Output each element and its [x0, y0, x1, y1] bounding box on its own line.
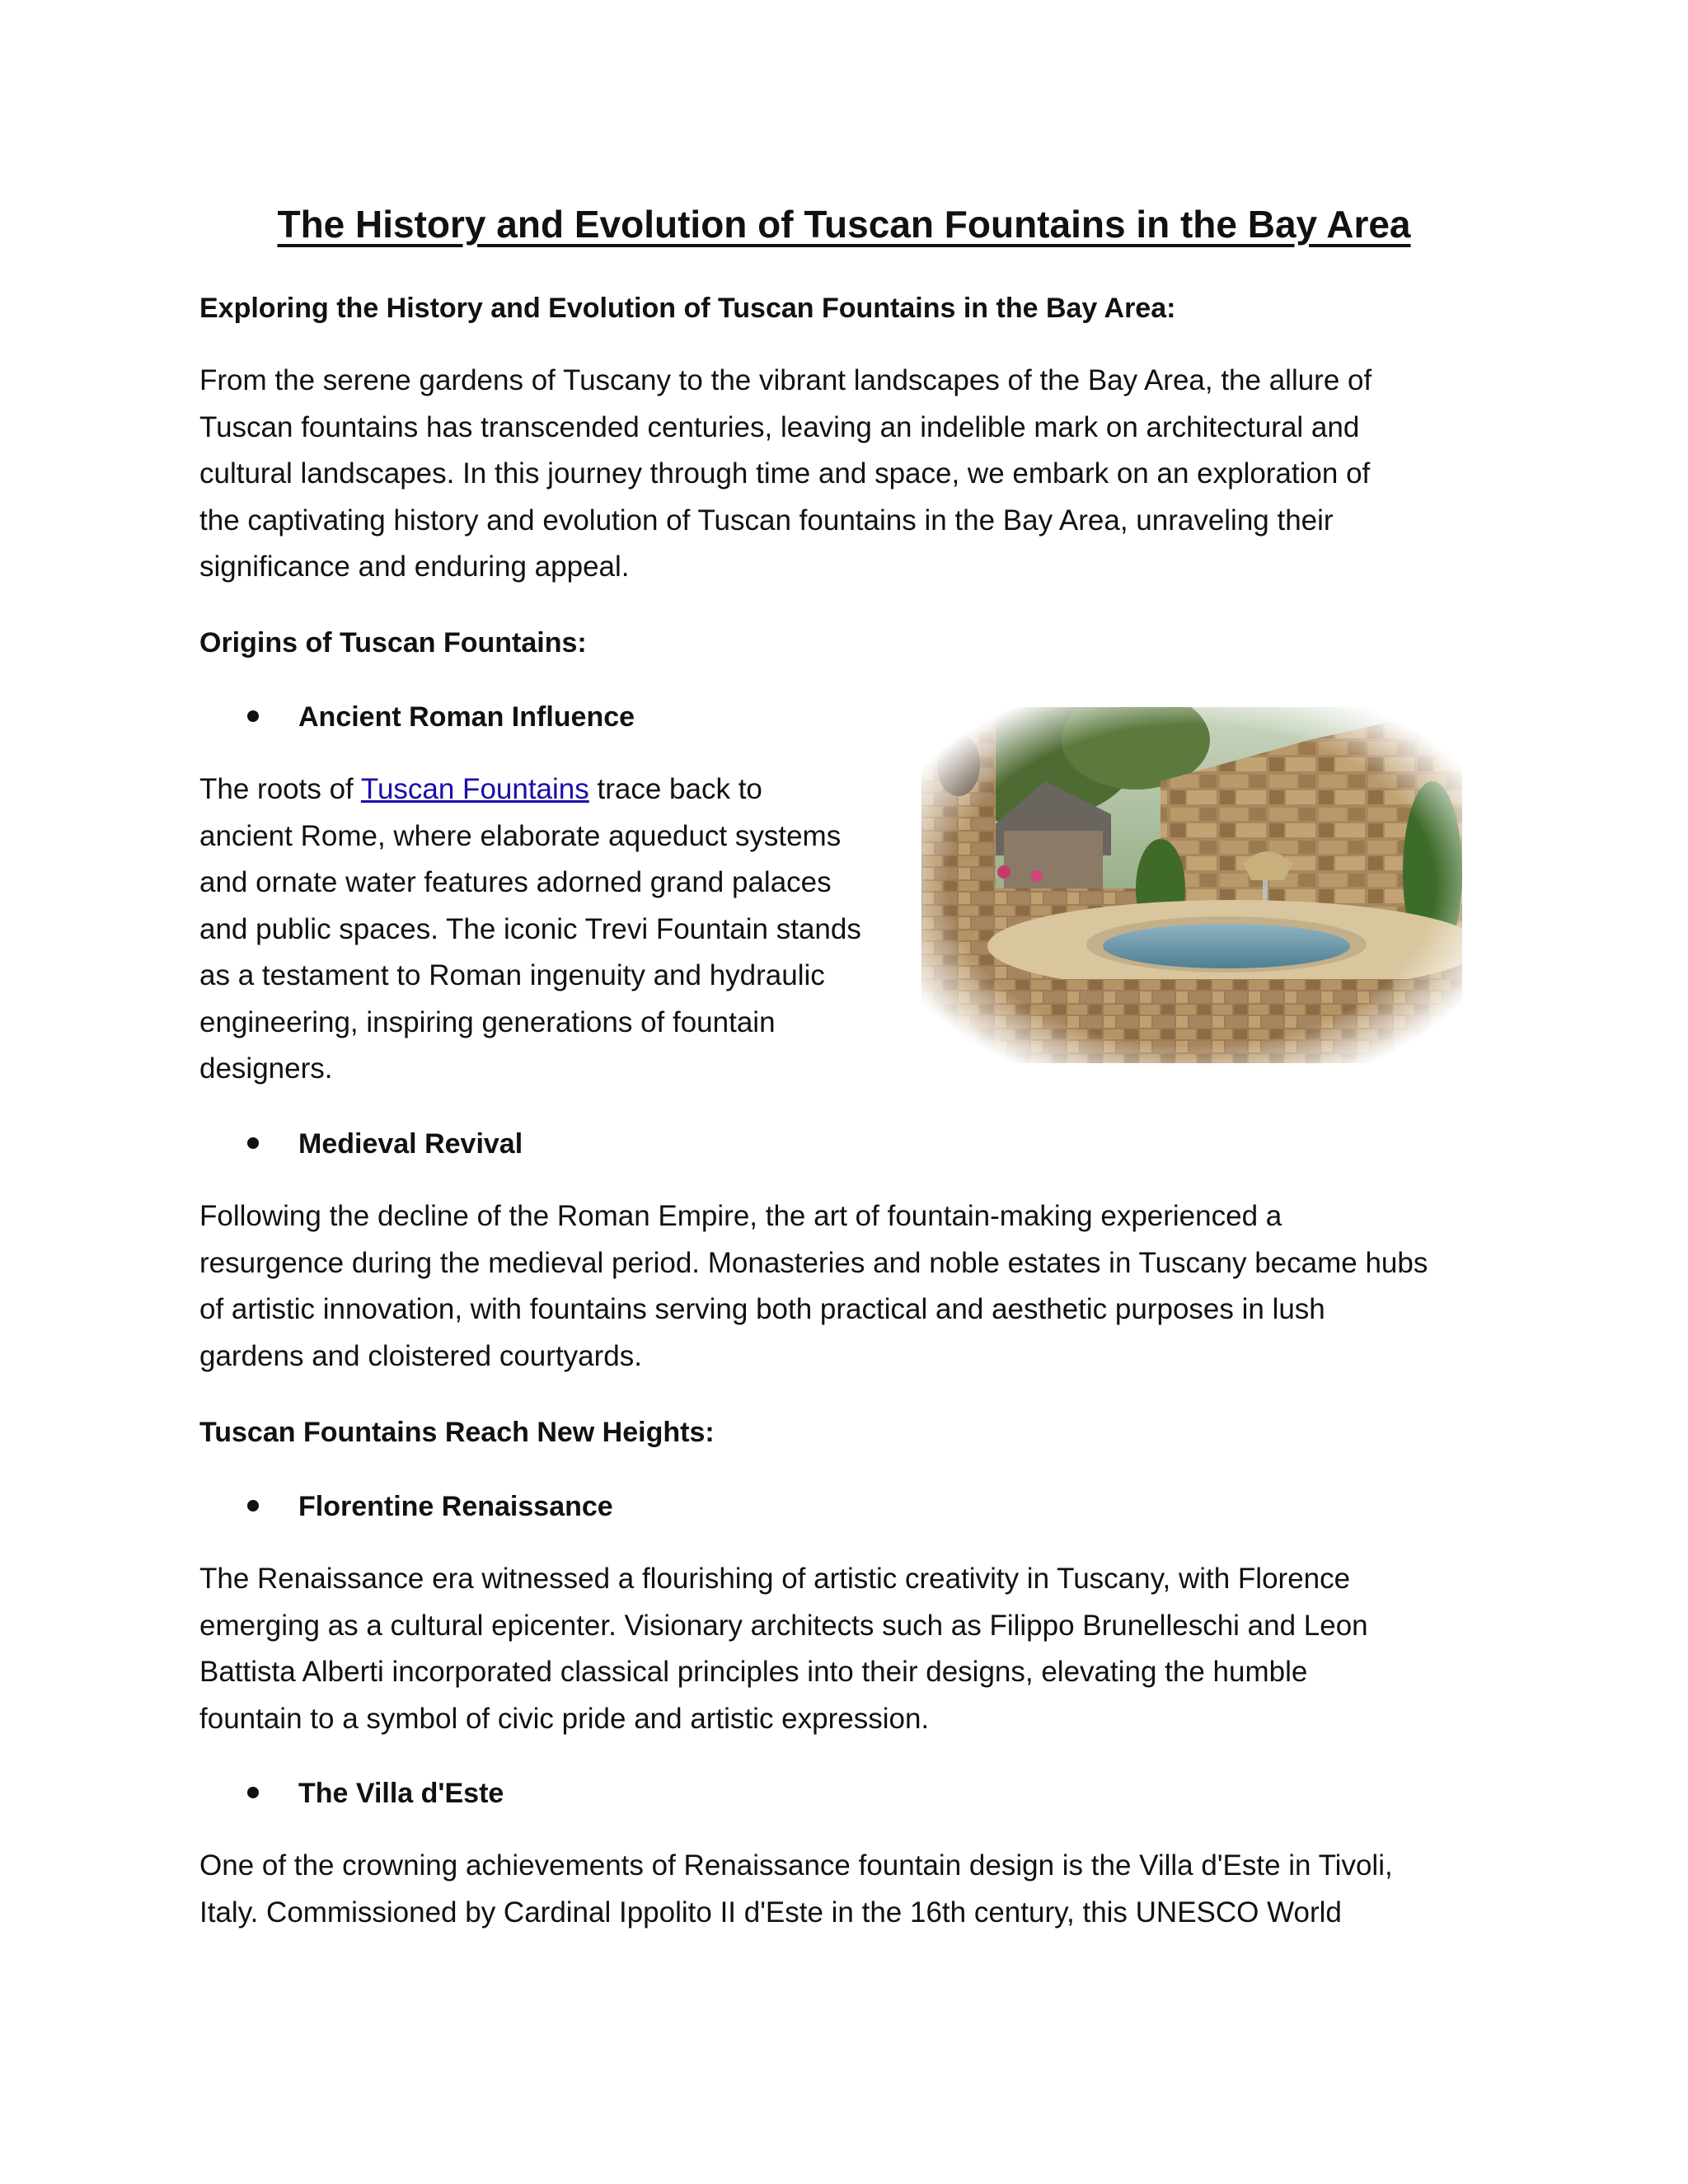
paragraph-line: as a testament to Roman ingenuity and hydraulic	[199, 959, 825, 991]
paragraph-line: Following the decline of the Roman Empire, the art of fountain-making experienced a	[199, 1200, 1282, 1232]
paragraph-line: resurgence during the medieval period. Monasteries and noble estates in Tuscany became hubs	[199, 1246, 1428, 1279]
paragraph-line: Italy. Commissioned by Cardinal Ippolito II d'Este in the 16th century, this UNESCO World	[199, 1896, 1342, 1929]
bullet-label: Florentine Renaissance	[298, 1491, 613, 1522]
paragraph-line: ancient Rome, where elaborate aqueduct systems	[199, 819, 842, 852]
paragraph-villa-deste	[199, 1843, 1518, 1936]
paragraph-line	[199, 766, 908, 813]
paragraph-line: Battista Alberti incorporated classical principles into their designs, elevating the humble	[199, 1656, 1308, 1688]
subtitle: Exploring the History and Evolution of Tuscan Fountains in the Bay Area:	[199, 293, 1176, 324]
bullet-label: Ancient Roman Influence	[298, 701, 635, 733]
paragraph-medieval-revival	[199, 1193, 1518, 1380]
paragraph-line: and ornate water features adorned grand palaces	[199, 866, 832, 898]
bullet-dot-icon	[247, 710, 259, 722]
paragraph-line: The Renaissance era witnessed a flourishing of artistic creativity in Tuscany, with Florence	[199, 1563, 1351, 1595]
paragraph-line: One of the crowning achievements of Renaissance fountain design is the Villa d'Este in Tivoli,	[199, 1849, 1393, 1882]
paragraph-line: emerging as a cultural epicenter. Visionary architects such as Filippo Brunelleschi and Leon	[199, 1609, 1368, 1642]
bullet-label: Medieval Revival	[298, 1128, 523, 1160]
section-heading-new-heights: Tuscan Fountains Reach New Heights:	[199, 1417, 715, 1448]
intro-line: cultural landscapes. In this journey through time and space, we embark on an exploration of	[199, 457, 1371, 490]
text-run: trace back to	[588, 773, 762, 805]
paragraph-line: gardens and cloistered courtyards.	[199, 1339, 642, 1372]
bullet-ancient-roman	[247, 699, 635, 735]
bullet-villa-deste	[247, 1775, 504, 1811]
paragraph-line: and public spaces. The iconic Trevi Fountain stands	[199, 912, 861, 945]
bullet-label: The Villa d'Este	[298, 1778, 504, 1809]
intro-line: the captivating history and evolution of Tuscan fountains in the Bay Area, unraveling their	[199, 504, 1334, 537]
intro-line: significance and enduring appeal.	[199, 551, 630, 583]
bullet-dot-icon	[247, 1500, 259, 1511]
tuscan-fountains-link[interactable]: Tuscan Fountains	[360, 773, 589, 805]
bullet-dot-icon	[247, 1137, 259, 1149]
bullet-medieval-revival	[247, 1126, 523, 1162]
page-title: The History and Evolution of Tuscan Fountains in the Bay Area	[277, 203, 1411, 246]
intro-line: From the serene gardens of Tuscany to the vibrant landscapes of the Bay Area, the allure of	[199, 364, 1372, 396]
text-run: The roots of	[199, 773, 361, 805]
section-heading-origins: Origins of Tuscan Fountains:	[199, 627, 587, 658]
intro-paragraph	[199, 358, 1518, 591]
fountain-photo	[921, 707, 1462, 1063]
bullet-dot-icon	[247, 1787, 259, 1798]
paragraph-florentine-renaissance	[199, 1556, 1518, 1742]
paragraph-ancient-roman	[199, 766, 908, 1093]
intro-line: Tuscan fountains has transcended centuries, leaving an indelible mark on architectural and	[199, 410, 1360, 443]
paragraph-line: fountain to a symbol of civic pride and artistic expression.	[199, 1702, 930, 1735]
paragraph-line: designers.	[199, 1052, 333, 1085]
paragraph-line: engineering, inspiring generations of fountain	[199, 1005, 776, 1038]
bullet-florentine-renaissance	[247, 1488, 613, 1525]
paragraph-line: of artistic innovation, with fountains serving both practical and aesthetic purposes in lush	[199, 1293, 1325, 1325]
